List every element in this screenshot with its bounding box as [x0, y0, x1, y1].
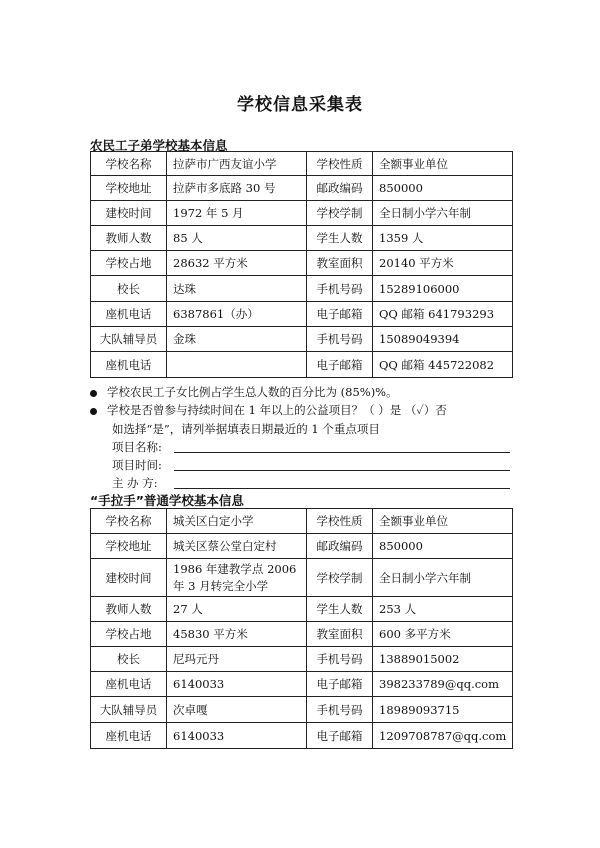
field-value: 13889015002 — [373, 647, 513, 672]
field-value: 20140 平方米 — [373, 251, 513, 276]
table-row — [91, 509, 513, 534]
table-row — [91, 672, 513, 697]
field-label: 座机电话 — [91, 302, 167, 327]
project-time-field[interactable] — [112, 457, 162, 473]
field-label: 大队辅导员 — [91, 327, 167, 352]
table-row — [91, 597, 513, 622]
field-value: 全日制小学六年制 — [373, 201, 513, 226]
field-value: QQ 邮箱 641793293 — [373, 302, 513, 327]
field-label: 座机电话 — [91, 352, 167, 378]
table-row — [91, 251, 513, 276]
field-label: 教师人数 — [91, 597, 167, 622]
field-label: 邮政编码 — [307, 176, 373, 201]
field-value: 85 人 — [167, 226, 307, 251]
field-value: 全日制小学六年制 — [373, 559, 513, 597]
field-value: 398233789@qq.com — [373, 672, 513, 697]
field-value: 27 人 — [167, 597, 307, 622]
field-value — [167, 352, 307, 378]
table-row — [91, 302, 513, 327]
field-label: 学校占地 — [91, 622, 167, 647]
project-name-field[interactable] — [112, 439, 162, 455]
field-label: 教室面积 — [307, 622, 373, 647]
table-row — [91, 352, 513, 378]
field-label: 电子邮箱 — [307, 352, 373, 378]
field-label: 学生人数 — [307, 226, 373, 251]
field-value: 45830 平方米 — [167, 622, 307, 647]
field-label: 学校性质 — [307, 152, 373, 176]
field-label: 座机电话 — [91, 723, 167, 749]
field-label: 大队辅导员 — [91, 697, 167, 723]
field-label: 学校名称 — [91, 152, 167, 176]
field-value: 15289106000 — [373, 276, 513, 302]
field-label: 手机号码 — [307, 327, 373, 352]
field-value: 1209708787@qq.com — [373, 723, 513, 749]
bullet-icon — [90, 390, 97, 397]
field-label: 电子邮箱 — [307, 302, 373, 327]
table-row — [91, 534, 513, 559]
field-value: 253 人 — [373, 597, 513, 622]
field-label: 学生人数 — [307, 597, 373, 622]
project-time-label: 项目时间: — [112, 458, 162, 472]
page-title: 学校信息采集表 — [237, 95, 363, 115]
field-label: 座机电话 — [91, 672, 167, 697]
field-label: 教师人数 — [91, 226, 167, 251]
field-label: 校长 — [91, 276, 167, 302]
project-name-underline — [174, 452, 510, 453]
field-value: 拉萨市多底路 30 号 — [167, 176, 307, 201]
question-text: 学校农民工子女比例占学生总人数的百分比为 (85%)%。 — [107, 385, 398, 399]
field-label: 校长 — [91, 647, 167, 672]
field-label: 手机号码 — [307, 276, 373, 302]
field-label: 学校名称 — [91, 509, 167, 534]
question-instruction: 如选择“是”，请列举据填表日期最近的 1 个重点项目 — [112, 422, 380, 436]
table-row — [91, 176, 513, 201]
project-name-label: 项目名称: — [112, 440, 162, 454]
table-row — [91, 647, 513, 672]
field-value: 850000 — [373, 534, 513, 559]
field-label: 电子邮箱 — [307, 723, 373, 749]
table-row — [91, 226, 513, 251]
question-text: 学校是否曾参与持续时间在 1 年以上的公益项目？（ ）是 （✓）否 — [107, 403, 447, 417]
organizer-label: 主 办 方: — [112, 476, 158, 490]
field-value: 达珠 — [167, 276, 307, 302]
table-row — [91, 559, 513, 597]
field-value: 次卓嘎 — [167, 697, 307, 723]
field-value: 城关区蔡公堂白定村 — [167, 534, 307, 559]
field-value: 1972 年 5 月 — [167, 201, 307, 226]
organizer-underline — [174, 488, 510, 489]
field-label: 学校占地 — [91, 251, 167, 276]
field-label: 手机号码 — [307, 697, 373, 723]
field-value: 850000 — [373, 176, 513, 201]
field-value: 6140033 — [167, 723, 307, 749]
field-value: 1986 年建教学点 2006 年 3 月转完全小学 — [167, 559, 307, 597]
migrant-school-info-table — [90, 151, 513, 378]
field-label: 学校学制 — [307, 559, 373, 597]
field-label: 教室面积 — [307, 251, 373, 276]
section-title-partner-school: “手拉手”普通学校基本信息 — [90, 493, 244, 508]
field-label: 手机号码 — [307, 647, 373, 672]
field-value: 拉萨市广西友谊小学 — [167, 152, 307, 176]
field-label: 学校地址 — [91, 534, 167, 559]
field-value: 6387861（办） — [167, 302, 307, 327]
table-row — [91, 276, 513, 302]
field-value: 28632 平方米 — [167, 251, 307, 276]
partner-school-info-table — [90, 508, 513, 749]
field-label: 建校时间 — [91, 559, 167, 597]
question-public-project — [90, 402, 447, 418]
field-value: QQ 邮箱 445722082 — [373, 352, 513, 378]
field-label: 学校地址 — [91, 176, 167, 201]
table-row — [91, 327, 513, 352]
field-value: 1359 人 — [373, 226, 513, 251]
table-row — [91, 697, 513, 723]
table-row — [91, 152, 513, 176]
field-value: 全额事业单位 — [373, 509, 513, 534]
field-value: 全额事业单位 — [373, 152, 513, 176]
section-title-migrant-school: 农民工子弟学校基本信息 — [90, 138, 228, 153]
field-value: 600 多平方米 — [373, 622, 513, 647]
project-time-underline — [174, 470, 510, 471]
bullet-icon — [90, 408, 97, 415]
field-label: 学校学制 — [307, 201, 373, 226]
field-label: 建校时间 — [91, 201, 167, 226]
field-value: 金珠 — [167, 327, 307, 352]
field-label: 邮政编码 — [307, 534, 373, 559]
field-label: 电子邮箱 — [307, 672, 373, 697]
table-row — [91, 622, 513, 647]
field-value: 尼玛元丹 — [167, 647, 307, 672]
question-migrant-ratio — [90, 384, 398, 400]
field-value: 6140033 — [167, 672, 307, 697]
field-label: 学校性质 — [307, 509, 373, 534]
field-value: 城关区白定小学 — [167, 509, 307, 534]
table-row — [91, 201, 513, 226]
table-row — [91, 723, 513, 749]
field-value: 18989093715 — [373, 697, 513, 723]
organizer-field[interactable] — [112, 475, 158, 491]
field-value: 15089049394 — [373, 327, 513, 352]
